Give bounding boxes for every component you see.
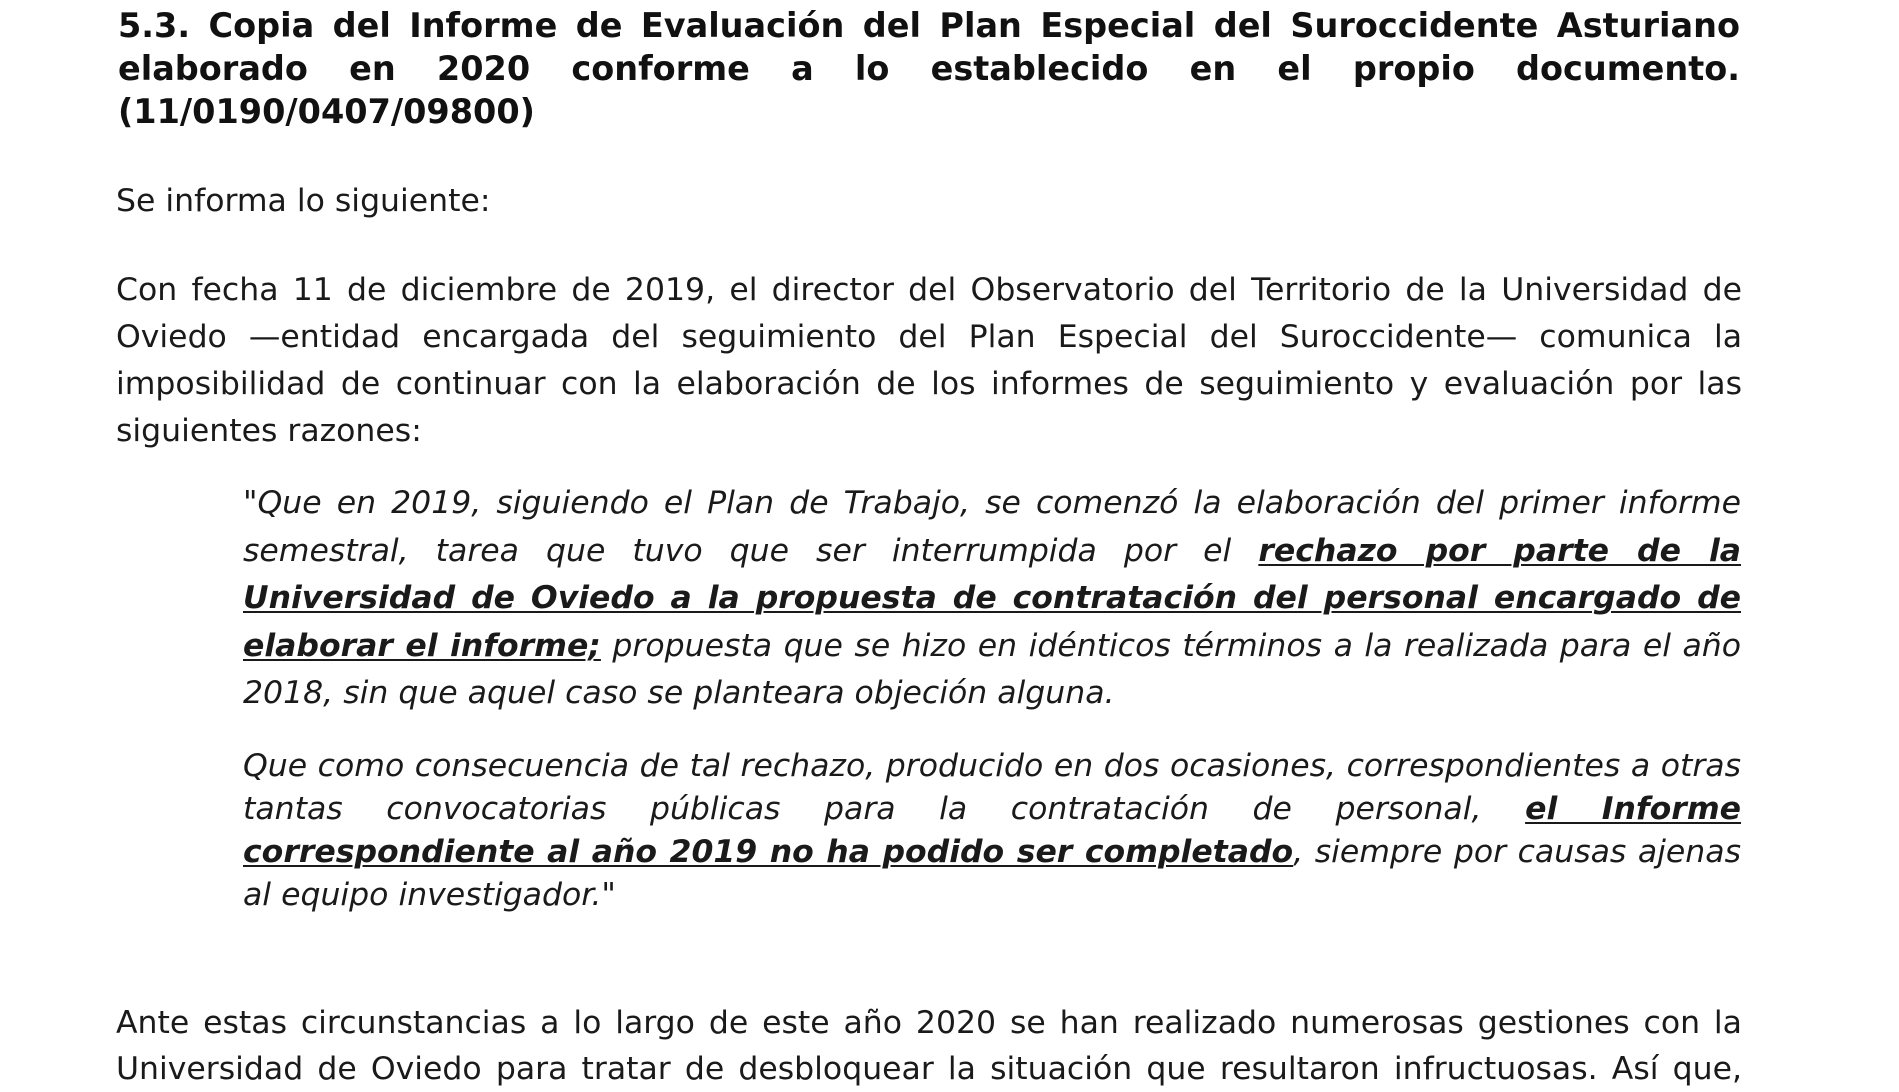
heading-line-3: (11/0190/0407/09800) [118, 92, 535, 131]
section-heading [118, 4, 1740, 133]
heading-line-1: 5.3. Copia del Informe de Evaluación del Plan Especial del Suroccidente Asturiano [118, 6, 1740, 45]
quote1-line-3 [243, 575, 1741, 623]
intro-line: Se informa lo siguiente: [116, 183, 491, 219]
quote2-emphasis-1: el Informe [1525, 791, 1741, 827]
quote-block-1 [243, 480, 1741, 718]
quote1-emphasis-1: rechazo por parte de la [1258, 532, 1741, 569]
quote1-line-2-text: semestral, tarea que tuvo que ser interrumpida por el [243, 532, 1259, 569]
quote1-line-4 [243, 623, 1741, 671]
paragraph-observatorio [116, 267, 1742, 455]
quote2-line-2 [243, 788, 1741, 831]
paragraph1-line-4: siguientes razones: [116, 413, 422, 449]
quote2-line-1: Que como consecuencia de tal rechazo, producido en dos ocasiones, correspondientes a otras [243, 748, 1741, 784]
paragraph2-line-1: Ante estas circunstancias a lo largo de este año 2020 se han realizado numerosas gestiones con la [116, 1005, 1742, 1041]
quote1-emphasis-3: elaborar el informe; [243, 627, 601, 664]
quote1-emphasis-2: Universidad de Oviedo a la propuesta de contratación del personal encargado de [243, 580, 1741, 616]
quote2-line-3 [243, 831, 1741, 874]
quote2-line-2-text: tantas convocatorias públicas para la contratación de personal, [243, 791, 1526, 827]
paragraph1-line-3: imposibilidad de continuar con la elaboración de los informes de seguimiento y evaluación por las [116, 366, 1742, 402]
quote2-line-3-text: , siempre por causas ajenas [1293, 834, 1741, 870]
quote1-line-5: 2018, sin que aquel caso se planteara objeción alguna. [243, 675, 1115, 711]
paragraph-gestiones [116, 1000, 1742, 1092]
quote-block-2 [243, 745, 1741, 917]
paragraph1-line-2: Oviedo —entidad encargada del seguimiento del Plan Especial del Suroccidente— comunica la [116, 319, 1742, 355]
intro-text [116, 178, 1742, 225]
paragraph2-line-2: Universidad de Oviedo para tratar de desbloquear la situación que resultaron infructuosas. Así que, [116, 1051, 1742, 1087]
heading-line-2: elaborado en 2020 conforme a lo establecido en el propio documento. [118, 49, 1740, 88]
quote1-line-4-text: propuesta que se hizo en idénticos términos a la realizada para el año [600, 627, 1741, 664]
quote1-line-2 [243, 528, 1741, 576]
quote1-line-1: "Que en 2019, siguiendo el Plan de Trabajo, se comenzó la elaboración del primer informe [243, 485, 1741, 521]
paragraph1-line-1: Con fecha 11 de diciembre de 2019, el director del Observatorio del Territorio de la Universidad de [116, 272, 1742, 308]
quote2-emphasis-2: correspondiente al año 2019 no ha podido ser completado [243, 834, 1294, 870]
quote2-line-4: al equipo investigador." [243, 877, 616, 913]
